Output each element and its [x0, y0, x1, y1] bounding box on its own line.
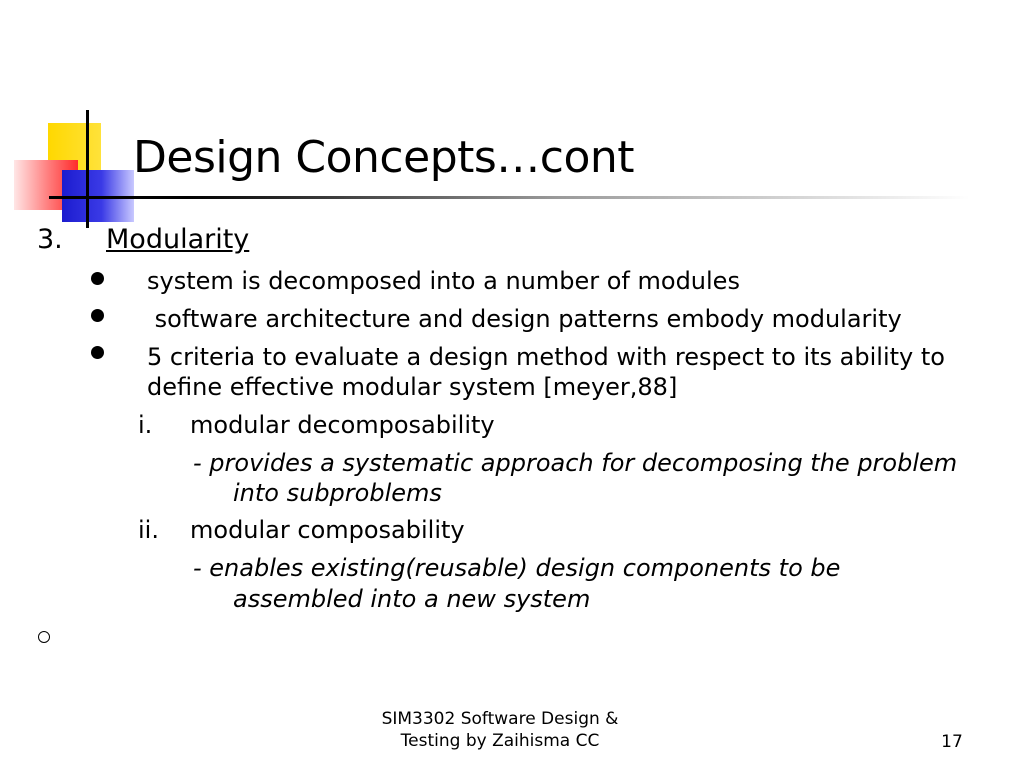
- footer-page-number: 17: [941, 732, 963, 752]
- criterion-label: modular composability: [190, 516, 465, 544]
- bullet-text-continued: define effective modular system [meyer,88]: [147, 373, 678, 401]
- bullet-dot: [91, 346, 104, 359]
- bullet-text: 5 criteria to evaluate a design method with respect to its ability to: [147, 343, 945, 371]
- title-underline-rule: [49, 196, 970, 199]
- criterion-description-continued: into subproblems: [233, 479, 442, 507]
- logo-vertical-line: [86, 110, 89, 228]
- bullet-dot: [91, 272, 104, 285]
- empty-bullet-circle: [38, 631, 50, 643]
- criterion-description: - provides a systematic approach for decomposing the problem: [193, 449, 958, 477]
- criterion-description-continued: assembled into a new system: [233, 585, 591, 613]
- bullet-text: system is decomposed into a number of modules: [147, 267, 740, 295]
- bullet-text: software architecture and design patterns embody modularity: [147, 305, 902, 333]
- section-heading: Modularity: [106, 224, 250, 255]
- criterion-label: modular decomposability: [190, 411, 495, 439]
- section-number: 3.: [37, 224, 63, 255]
- criterion-description: - enables existing(reusable) design components to be: [193, 554, 841, 582]
- criterion-number: i.: [138, 411, 153, 439]
- criterion-number: ii.: [138, 516, 159, 544]
- footer-course: [380, 708, 620, 752]
- footer-course-line: Testing by Zaihisma CC: [400, 731, 600, 751]
- footer-course-line: SIM3302 Software Design &: [381, 709, 619, 729]
- slide-title: Design Concepts…cont: [133, 132, 635, 183]
- bullet-dot: [91, 309, 104, 322]
